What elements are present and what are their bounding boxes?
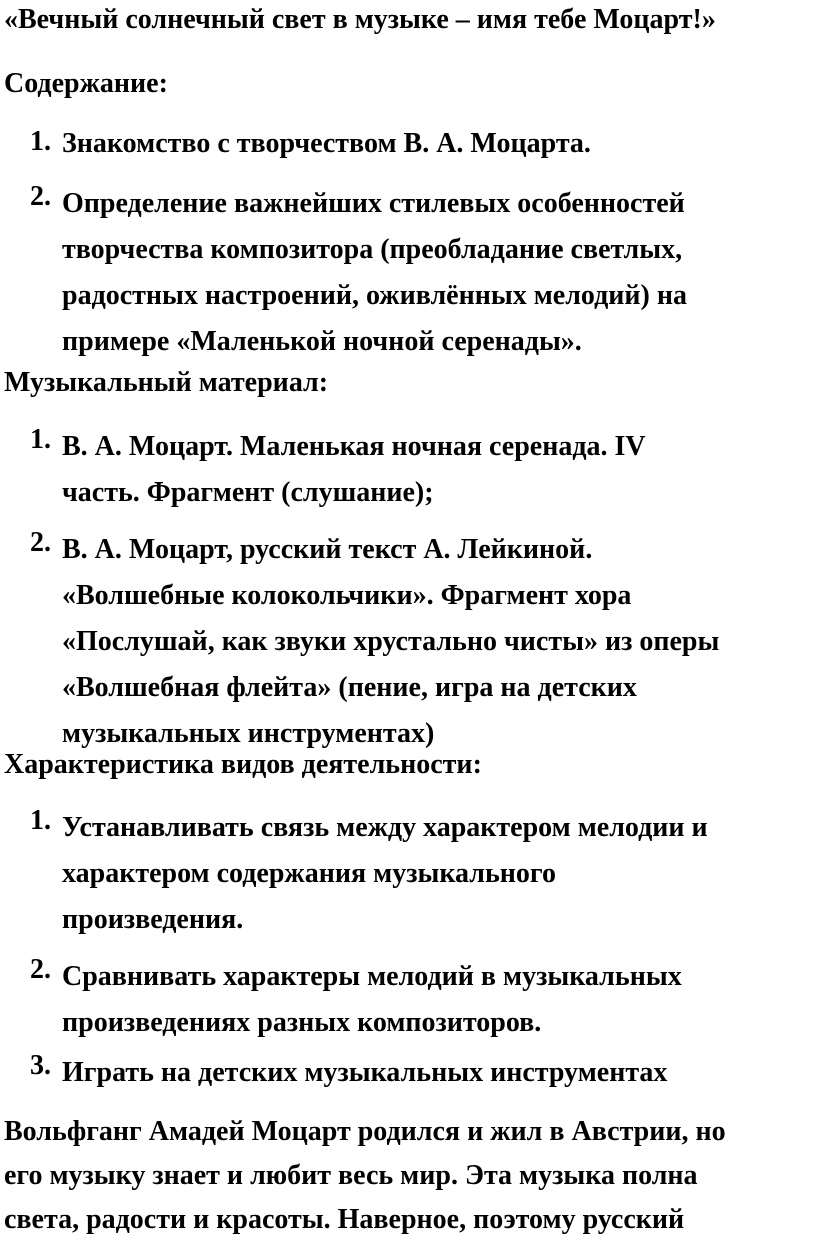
list-item-text: Играть на детских музыкальных инструментах [62,1057,668,1088]
content-heading: Содержание: [4,68,168,99]
list-item-number: 1. [30,424,51,455]
document-title: «Вечный солнечный свет в музыке – имя тебе Моцарт!» [4,4,716,35]
list-item [4,527,719,757]
list-item [4,1050,667,1096]
list-item-text: В. А. Моцарт. Маленькая ночная серенада. IV [62,431,646,462]
list-item-number: 2. [30,181,51,212]
list-item-text: «Волшебная флейта» (пение, игра на детских [62,672,637,703]
list-item [4,424,646,516]
list-item-text: «Послушай, как звуки хрустально чисты» из оперы [62,626,720,657]
list-item-text: произведениях разных композиторов. [62,1007,542,1038]
list-item [4,805,708,943]
list-item-number: 1. [30,126,51,157]
list-item [4,181,687,365]
paragraph-line: света, радости и красоты. Наверное, поэтому русский [4,1204,685,1235]
list-item-text: радостных настроений, оживлённых мелодий) на [62,280,688,311]
paragraph-line: его музыку знает и любит весь мир. Эта музыка полна [4,1160,698,1191]
intro-paragraph [4,1110,726,1242]
list-item-text: музыкальных инструментах) [62,718,435,749]
list-item-text: творчества композитора (преобладание светлых, [62,234,683,265]
list-item-text: Устанавливать связь между характером мелодии и [62,812,708,843]
list-item-text: примере «Маленькой ночной серенады». [62,326,582,357]
paragraph-line: Вольфганг Амадей Моцарт родился и жил в Австрии, но [4,1116,726,1147]
list-item [4,126,591,162]
list-item-text: Сравнивать характеры мелодий в музыкальных [62,961,682,992]
music-heading: Музыкальный материал: [4,367,329,398]
list-item-number: 1. [30,805,51,836]
list-item-text: В. А. Моцарт, русский текст А. Лейкиной. [62,534,593,565]
list-item-text: Определение важнейших стилевых особенностей [62,188,685,219]
list-item [4,954,682,1046]
list-item-text: «Волшебные колокольчики». Фрагмент хора [62,580,632,611]
list-item-text: часть. Фрагмент (слушание); [62,477,434,508]
list-item-text: Знакомство с творчеством В. А. Моцарта. [62,128,591,159]
list-item-text: характером содержания музыкального [62,858,556,889]
list-item-number: 2. [30,954,51,985]
list-item-number: 3. [30,1050,51,1081]
activities-heading: Характеристика видов деятельности: [4,749,482,780]
list-item-number: 2. [30,527,51,558]
list-item-text: произведения. [62,904,244,935]
